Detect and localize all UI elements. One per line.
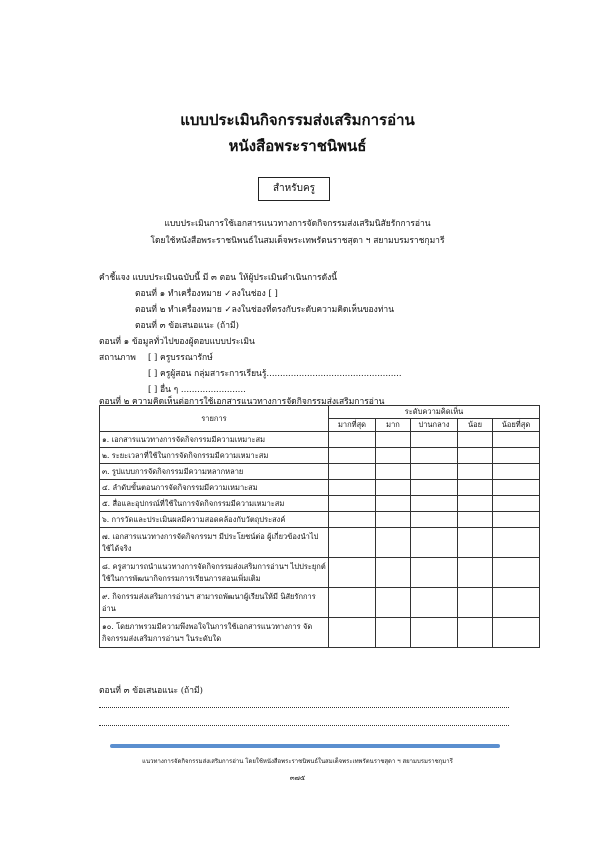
status-label: สถานภาพ <box>99 353 136 363</box>
table-row <box>100 496 540 512</box>
rating-cell[interactable] <box>411 588 458 618</box>
rating-cell[interactable] <box>376 432 411 448</box>
rating-cell[interactable] <box>458 558 493 588</box>
table-row <box>100 528 540 558</box>
rating-cell[interactable] <box>493 464 540 480</box>
rating-cell[interactable] <box>411 558 458 588</box>
footer-divider <box>110 744 500 748</box>
rating-cell[interactable] <box>329 558 376 588</box>
rating-cell[interactable] <box>493 448 540 464</box>
section3-heading: ตอนที่ ๓ ข้อเสนอแนะ (ถ้ามี) <box>99 686 203 696</box>
instruction-part1: ตอนที่ ๑ ทำเครื่องหมาย ✓ลงในช่อง [ ] <box>135 289 278 299</box>
rating-cell[interactable] <box>329 448 376 464</box>
table-row <box>100 448 540 464</box>
item-label: ๕. สื่อและอุปกรณ์ที่ใช้ในการจัดกิจกรรมมีความเหมาะสม <box>100 496 329 512</box>
rating-cell[interactable] <box>458 432 493 448</box>
suggestion-line-2[interactable] <box>99 724 509 726</box>
instruction-part2: ตอนที่ ๒ ทำเครื่องหมาย ✓ลงในช่องที่ตรงกับระดับความคิดเห็นของท่าน <box>135 305 395 315</box>
page-number: ๓๗๕ <box>289 774 306 782</box>
evaluation-table <box>99 405 540 648</box>
item-label: ๖. การวัดและประเมินผลมีความสอดคล้องกับวัตถุประสงค์ <box>100 512 329 528</box>
rating-cell[interactable] <box>329 528 376 558</box>
table-row <box>100 618 540 648</box>
document-subtitle-title: หนังสือพระราชนิพนธ์ <box>228 137 367 155</box>
item-label: ๔. ลำดับขั้นตอนการจัดกิจกรรมมีความเหมาะสม <box>100 480 329 496</box>
rating-cell[interactable] <box>458 480 493 496</box>
table-row <box>100 480 540 496</box>
table-row <box>100 432 540 448</box>
rating-cell[interactable] <box>329 618 376 648</box>
table-row <box>100 512 540 528</box>
rating-cell[interactable] <box>493 618 540 648</box>
rating-cell[interactable] <box>493 558 540 588</box>
rating-cell[interactable] <box>329 432 376 448</box>
item-label: ๑๐. โดยภาพรวมมีความพึงพอใจในการใช้เอกสารแนวทางการ จัดกิจกรรมส่งเสริมการอ่านฯ ในระดับใด <box>100 618 329 648</box>
rating-cell[interactable] <box>458 618 493 648</box>
table-row <box>100 558 540 588</box>
footer-text: แนวทางการจัดกิจกรรมส่งเสริมการอ่าน โดยใช้หนังสือพระราชนิพนธ์ในสมเด็จพระเทพรัตนราชสุดา ฯ สยามบรมราชกุมารี <box>142 758 453 765</box>
status-option-teacher[interactable]: [ ] ครูผู้สอน กลุ่มสาระการเรียนรู้.................................................. <box>148 369 402 379</box>
subtitle-line-2: โดยใช้หนังสือพระราชนิพนธ์ในสมเด็จพระเทพรัตนราชสุดา ฯ สยามบรมราชกุมารี <box>150 236 445 246</box>
table-row <box>100 464 540 480</box>
rating-cell[interactable] <box>411 480 458 496</box>
rating-cell[interactable] <box>376 528 411 558</box>
rating-cell[interactable] <box>493 588 540 618</box>
rating-cell[interactable] <box>411 432 458 448</box>
rating-cell[interactable] <box>376 448 411 464</box>
rating-cell[interactable] <box>493 496 540 512</box>
section1-heading: ตอนที่ ๑ ข้อมูลทั่วไปของผู้ตอบแบบประเมิน <box>99 337 255 347</box>
rating-cell[interactable] <box>493 512 540 528</box>
rating-cell[interactable] <box>411 512 458 528</box>
table-row <box>100 588 540 618</box>
rating-cell[interactable] <box>376 512 411 528</box>
rating-cell[interactable] <box>329 588 376 618</box>
item-label: ๓. รูปแบบการจัดกิจกรรมมีความหลากหลาย <box>100 464 329 480</box>
item-label: ๙. กิจกรรมส่งเสริมการอ่านฯ สามารถพัฒนาผู้เรียนให้มี นิสัยรักการอ่าน <box>100 588 329 618</box>
rating-cell[interactable] <box>458 448 493 464</box>
rating-cell[interactable] <box>329 496 376 512</box>
rating-cell[interactable] <box>493 480 540 496</box>
rating-cell[interactable] <box>329 464 376 480</box>
rating-cell[interactable] <box>411 496 458 512</box>
item-label: ๗. เอกสารแนวทางการจัดกิจกรรมฯ มีประโยชน์ต่อ ผู้เกี่ยวข้องนำไปใช้ได้จริง <box>100 528 329 558</box>
rating-cell[interactable] <box>411 618 458 648</box>
rating-cell[interactable] <box>376 496 411 512</box>
document-title: แบบประเมินกิจกรรมส่งเสริมการอ่าน <box>180 111 415 129</box>
instruction-part3: ตอนที่ ๓ ข้อเสนอแนะ (ถ้ามี) <box>135 321 239 331</box>
rating-cell[interactable] <box>458 512 493 528</box>
item-label: ๑. เอกสารแนวทางการจัดกิจกรรมมีความเหมาะสม <box>100 432 329 448</box>
rating-cell[interactable] <box>411 528 458 558</box>
item-label: ๒. ระยะเวลาที่ใช้ในการจัดกิจกรรมมีความเหมาะสม <box>100 448 329 464</box>
rating-cell[interactable] <box>329 512 376 528</box>
rating-cell[interactable] <box>493 432 540 448</box>
rating-cell[interactable] <box>376 480 411 496</box>
suggestion-line-1[interactable] <box>99 706 509 708</box>
rating-cell[interactable] <box>376 588 411 618</box>
column-header-level: ระดับความคิดเห็น <box>329 406 540 419</box>
rating-cell[interactable] <box>458 528 493 558</box>
item-label: ๘. ครูสามารถนำแนวทางการจัดกิจกรรมส่งเสริมการอ่านฯ ไปประยุกต์ใช้ในการพัฒนากิจกรรมการเรียนการสอนเพิ่มเติม <box>100 558 329 588</box>
rating-cell[interactable] <box>376 464 411 480</box>
rating-cell[interactable] <box>411 448 458 464</box>
level-header: น้อย <box>458 419 493 432</box>
rating-cell[interactable] <box>458 464 493 480</box>
rating-cell[interactable] <box>329 480 376 496</box>
column-header-item: รายการ <box>100 406 329 432</box>
status-option-librarian[interactable]: [ ] ครูบรรณารักษ์ <box>148 353 213 363</box>
rating-cell[interactable] <box>458 496 493 512</box>
status-option-other[interactable]: [ ] อื่น ๆ ........................ <box>148 385 246 395</box>
level-header: มากที่สุด <box>329 419 376 432</box>
rating-cell[interactable] <box>493 528 540 558</box>
audience-box: สำหรับครู <box>258 177 330 201</box>
level-header: มาก <box>376 419 411 432</box>
level-header: น้อยที่สุด <box>493 419 540 432</box>
section2-heading: ตอนที่ ๒ ความคิดเห็นต่อการใช้เอกสารแนวทางการจัดกิจกรรมส่งเสริมการอ่าน <box>99 397 385 407</box>
rating-cell[interactable] <box>376 618 411 648</box>
rating-cell[interactable] <box>458 588 493 618</box>
subtitle-line-1: แบบประเมินการใช้เอกสารแนวทางการจัดกิจกรรมส่งเสริมนิสัยรักการอ่าน <box>164 219 431 229</box>
level-header: ปานกลาง <box>411 419 458 432</box>
instructions-heading: คำชี้แจง แบบประเมินฉบับนี้ มี ๓ ตอน ให้ผู้ประเมินดำเนินการดังนี้ <box>99 273 338 283</box>
rating-cell[interactable] <box>376 558 411 588</box>
rating-cell[interactable] <box>411 464 458 480</box>
